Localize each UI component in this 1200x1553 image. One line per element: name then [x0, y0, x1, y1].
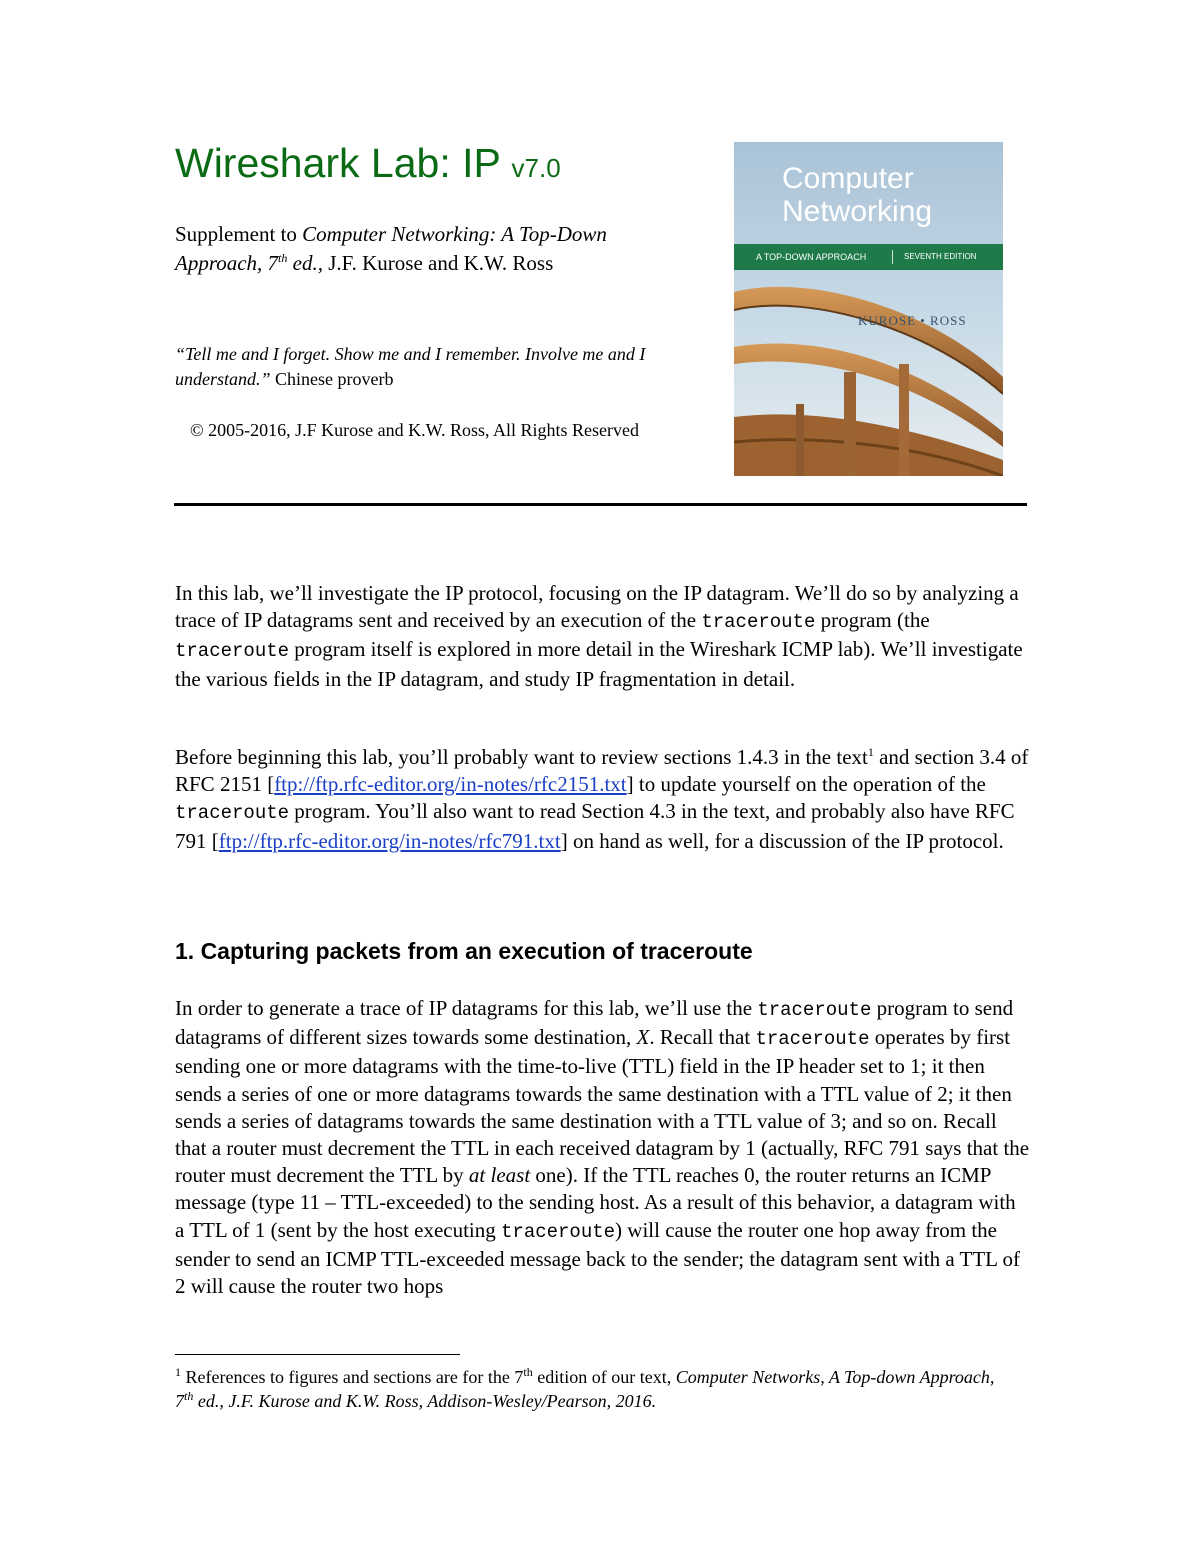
rfc791-link[interactable]: ftp://ftp.rfc-editor.org/in-notes/rfc791.txt [218, 828, 561, 853]
edition-label: ed., [287, 251, 323, 275]
cover-subtitle: A TOP-DOWN APPROACH [756, 252, 867, 262]
intro-p2-text-a: Before beginning this lab, you’ll probably want to review sections 1.4.3 in the text [175, 745, 868, 769]
intro-p1-text-b: program (the [815, 608, 930, 633]
copyright-notice: © 2005-2016, J.F Kurose and K.W. Ross, All Rights Reserved [190, 420, 640, 440]
s1-text-b: program to send datagrams of different sizes towards some destination, [175, 996, 1014, 1050]
cover-band [734, 244, 1003, 270]
s1-text-a: In order to generate a trace of IP datagrams for this lab, we’ll use the [175, 996, 758, 1020]
emphasis-at-least: at least [468, 1163, 531, 1188]
intro-p1-text-a: In this lab, we’ll investigate the IP protocol, focusing on the IP datagram. We’ll do so by analyzing a trace of IP datagrams sent and received by an execution of the [175, 581, 1019, 633]
lab-version: v7.0 [511, 153, 561, 183]
s1-text-f: ) will cause the router one hop away from the sender to send an ICMP TTL-exceeded message back to the sender; the datagram sent with a TTL of 2 will cause the router two hops [175, 1217, 1020, 1299]
intro-p2-text-e: ] on hand as well, for a discussion of the IP protocol. [560, 828, 1004, 853]
quote-text: “Tell me and I forget. Show me and I remember. Involve me and I understand.” [175, 344, 646, 389]
code-traceroute: traceroute [755, 1028, 870, 1051]
footnote-divider [175, 1354, 460, 1355]
cover-title [782, 162, 932, 228]
code-traceroute: traceroute [175, 802, 290, 825]
edition-superscript: th [278, 251, 288, 265]
s1-text-c: . Recall that [649, 1025, 756, 1050]
supplement-prefix: Supplement to [175, 222, 303, 246]
destination-x: X [636, 1025, 650, 1050]
supplement-line [175, 220, 695, 278]
section-1-paragraph [175, 995, 1030, 1300]
code-traceroute: traceroute [175, 640, 290, 663]
intro-paragraph-1 [175, 580, 1030, 693]
footnote-number: 1 [175, 1365, 181, 1379]
footnote-citation-b: ed., J.F. Kurose and K.W. Ross, Addison-Wesley/Pearson, 2016. [193, 1391, 657, 1411]
cover-edition: SEVENTH EDITION [904, 252, 977, 261]
section-1-heading: 1. Capturing packets from an execution of traceroute [175, 938, 753, 964]
proverb-quote [175, 342, 715, 392]
supplement-authors: J.F. Kurose and K.W. Ross [322, 251, 554, 275]
footnote-superscript: th [523, 1365, 533, 1379]
book-cover-image [734, 142, 1003, 476]
intro-p1-text-c: program itself is explored in more detail in the Wireshark ICMP lab). We’ll investigate the various fields in the IP datagram, and study IP fragmentation in detail. [175, 637, 1023, 691]
s1-text-d: operates by first sending one or more datagrams with the time-to-live (TTL) field in the IP header set to 1; it then sends a series of one or more datagrams towards the same destination with a TTL value of 2; it then sends a series of datagrams towards the same destination with a TTL value of 3; and so on. Recall that a router must decrement the TTL in each received datagram by 1 (actually, RFC 791 says that the router must decrement the TTL by [175, 1025, 1030, 1188]
cover-band-divider [892, 250, 893, 264]
code-traceroute: traceroute [701, 611, 816, 634]
book-title-text: Computer Networking: A Top-Down Approach, 7 [175, 222, 607, 275]
footnote [175, 1365, 1015, 1413]
footnote-ref: 1 [867, 745, 874, 759]
s1-text-e: one). If the TTL reaches 0, the router returns an ICMP message (type 11 – TTL-exceeded) to the sending host. As a result of this behavior, a datagram with a TTL of 1 (sent by the host executing [175, 1163, 1016, 1242]
code-traceroute: traceroute [501, 1220, 616, 1243]
footnote-text-b: edition of our text, [532, 1367, 676, 1387]
lab-title [175, 140, 561, 187]
quote-attribution: Chinese proverb [270, 369, 394, 389]
intro-p2-text-b: and section 3.4 of RFC 2151 [ [175, 745, 1029, 797]
footnote-text-a: References to figures and sections are for the 7 [181, 1367, 524, 1387]
rfc2151-link[interactable]: ftp://ftp.rfc-editor.org/in-notes/rfc2151.txt [274, 772, 627, 797]
cover-title-line2: Networking [782, 195, 933, 228]
footnote-citation-superscript: th [184, 1389, 194, 1403]
header-divider [174, 503, 1027, 506]
lab-title-text: Wireshark Lab: IP [175, 140, 501, 186]
footnote-citation-a: Computer Networks, A Top-down Approach, 7 [175, 1367, 995, 1411]
cover-authors: KUROSE • ROSS [858, 313, 967, 328]
cover-title-line1: Computer [782, 162, 914, 195]
intro-p2-text-d: program. You’ll also want to read Section 4.3 in the text, and probably also have RFC 791 [ [175, 799, 1015, 853]
intro-paragraph-2 [175, 744, 1030, 855]
intro-p2-text-c: ] to update yourself on the operation of the [626, 772, 986, 797]
code-traceroute: traceroute [757, 999, 872, 1021]
